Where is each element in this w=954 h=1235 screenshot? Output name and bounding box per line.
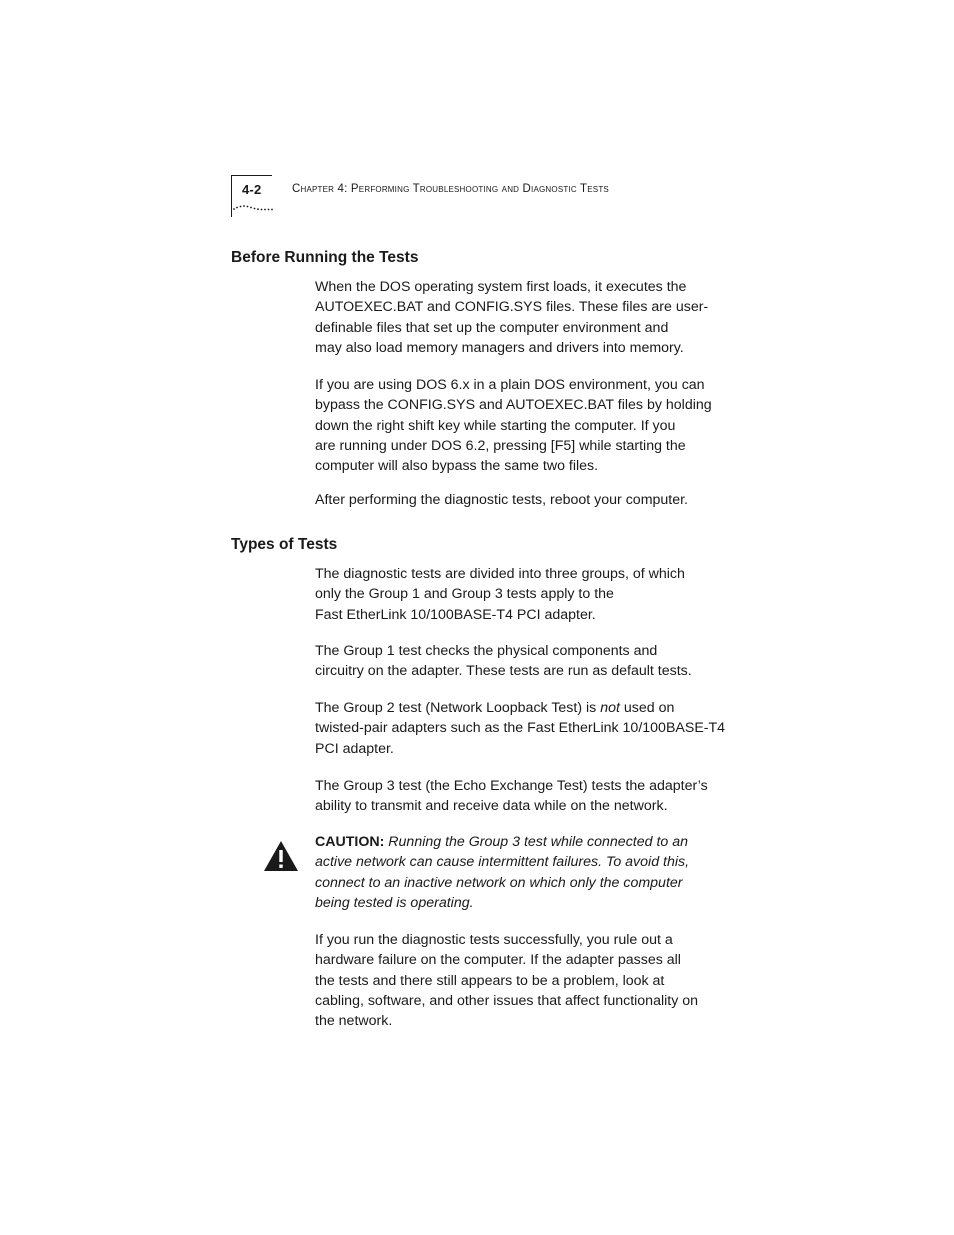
caution-label: CAUTION:: [315, 834, 385, 850]
paragraph: [315, 564, 710, 625]
paragraph: [315, 776, 710, 817]
text-line: only the Group 1 and Group 3 tests apply to the: [315, 586, 614, 603]
text-line: twisted-pair adapters such as the Fast EtherLink 10/100BASE-T4: [315, 720, 726, 737]
text-line: The diagnostic tests are divided into three groups, of which: [315, 566, 685, 582]
text-segment: The Group 2 test (Network Loopback Test) is: [315, 700, 601, 716]
text-line: PCI adapter.: [315, 740, 394, 757]
text-line: the tests and there still appears to be a problem, look at: [315, 972, 665, 989]
text-line: When the DOS operating system first loads, it executes the: [315, 279, 687, 295]
text-line: down the right shift key while starting the computer. If you: [315, 417, 676, 434]
text-line: are running under DOS 6.2, pressing [F5] while starting the: [315, 437, 686, 454]
text-line: Fast EtherLink 10/100BASE-T4 PCI adapter.: [315, 606, 596, 623]
text-line: ability to transmit and receive data while on the network.: [315, 798, 668, 815]
section-heading-types-of-tests: Types of Tests: [231, 536, 338, 553]
text-line: definable files that set up the computer environment and: [315, 319, 669, 336]
text-line: The Group 3 test (the Echo Exchange Test) tests the adapter’s: [315, 778, 708, 794]
text-line: After performing the diagnostic tests, reboot your computer.: [315, 492, 689, 508]
text-line: If you are using DOS 6.x in a plain DOS environment, you can: [315, 377, 705, 393]
text-line: the network.: [315, 1013, 393, 1030]
paragraph: [315, 641, 710, 682]
caution-text: being tested is operating.: [315, 894, 474, 911]
text-line: AUTOEXEC.BAT and CONFIG.SYS files. These files are user-: [315, 299, 709, 316]
caution-text: connect to an inactive network on which only the computer: [315, 874, 683, 891]
paragraph: [315, 930, 710, 1031]
text-line: The Group 1 test checks the physical components and: [315, 643, 658, 659]
paragraph: [315, 490, 710, 510]
text-line: circuitry on the adapter. These tests are run as default tests.: [315, 663, 692, 680]
text-line: computer will also bypass the same two files.: [315, 458, 599, 475]
emphasis: not: [600, 700, 620, 716]
caution-text: active network can cause intermittent failures. To avoid this,: [315, 854, 690, 871]
decorative-dots: [233, 203, 273, 213]
text-line: may also load memory managers and drivers into memory.: [315, 339, 684, 356]
text-line: [315, 698, 710, 718]
text-line: cabling, software, and other issues that affect functionality on: [315, 992, 699, 1009]
caution-note: [315, 832, 710, 913]
paragraph: [315, 277, 710, 358]
text-segment: used on: [619, 700, 675, 716]
page-number: 4-2: [242, 182, 262, 197]
warning-triangle-icon: [263, 840, 299, 872]
section-heading-before-running: Before Running the Tests: [231, 249, 419, 266]
text-line: bypass the CONFIG.SYS and AUTOEXEC.BAT files by holding: [315, 397, 712, 414]
text-line: [315, 832, 710, 852]
paragraph: [315, 698, 726, 759]
text-line: hardware failure on the computer. If the adapter passes all: [315, 952, 681, 969]
running-head: Chapter 4: Performing Troubleshooting and Diagnostic Tests: [292, 183, 609, 195]
text-line: If you run the diagnostic tests successfully, you rule out a: [315, 932, 673, 948]
paragraph: [315, 375, 710, 476]
caution-text: Running the Group 3 test while connected to an: [384, 834, 689, 850]
